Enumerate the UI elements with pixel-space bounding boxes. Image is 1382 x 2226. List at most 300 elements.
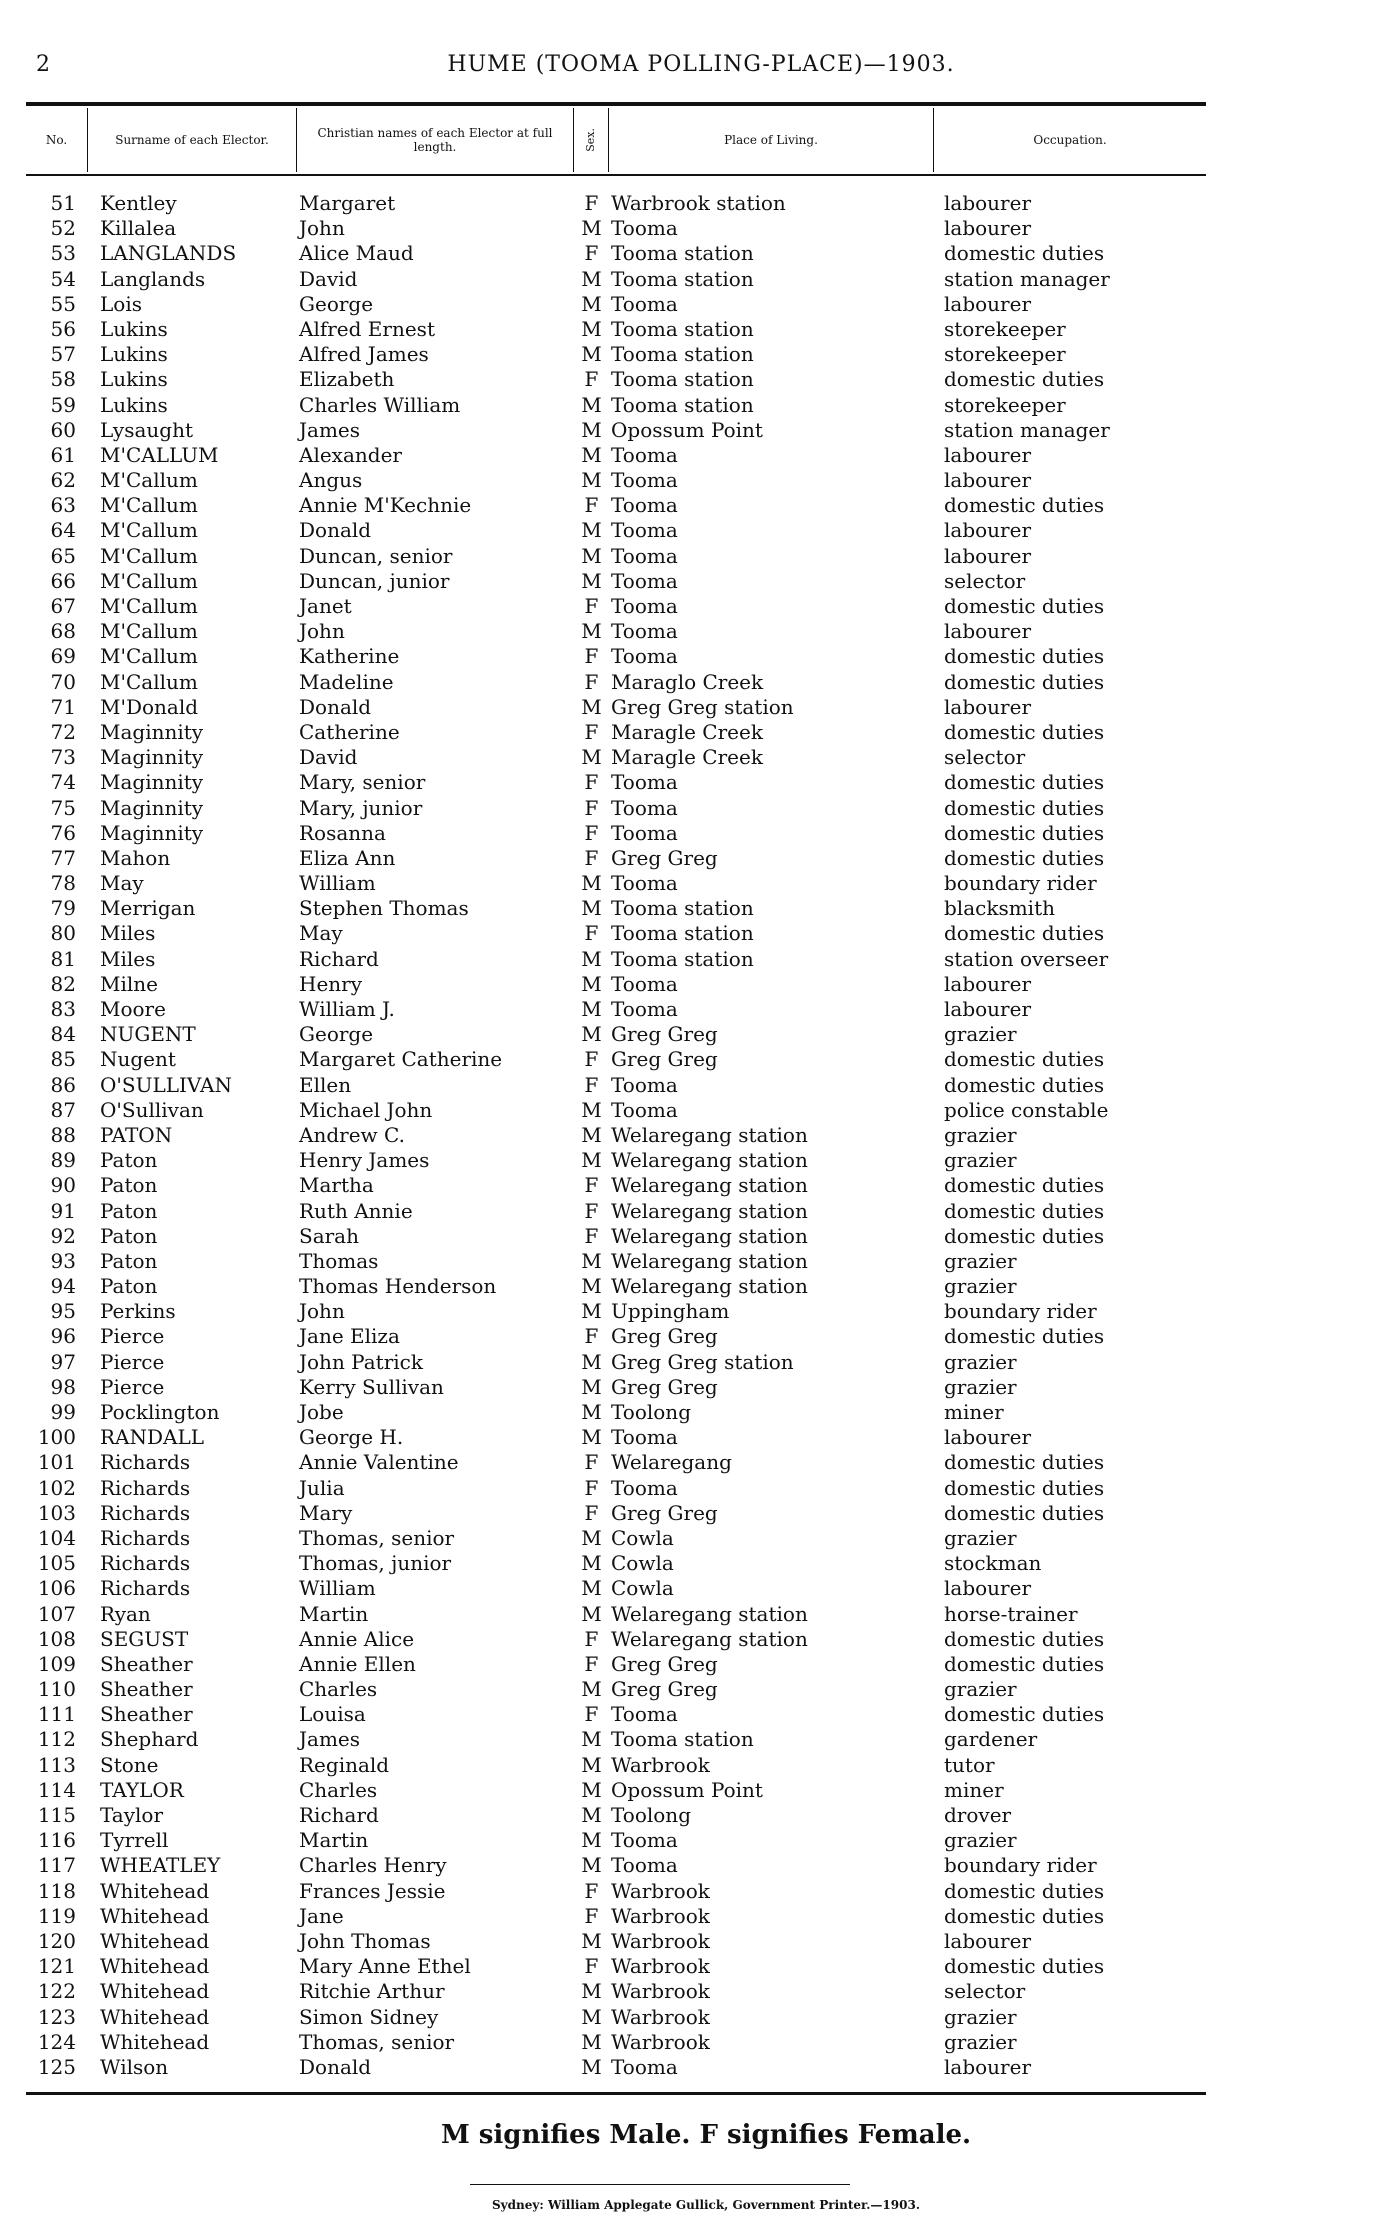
elector-christian-names: Annie Valentine xyxy=(299,1450,459,1475)
elector-number: 107 xyxy=(37,1601,76,1626)
elector-place: Welaregang station xyxy=(611,1248,808,1273)
table-row xyxy=(26,569,1206,594)
elector-christian-names: Mary, junior xyxy=(299,795,423,820)
table-row xyxy=(26,1199,1206,1224)
elector-number: 89 xyxy=(50,1148,76,1173)
elector-christian-names: Alexander xyxy=(299,442,402,467)
elector-surname: Maginnity xyxy=(100,795,204,820)
elector-occupation: gardener xyxy=(944,1727,1038,1752)
elector-christian-names: Simon Sidney xyxy=(299,2004,439,2029)
table-row xyxy=(26,921,1206,946)
elector-place: Tooma xyxy=(611,1853,678,1878)
column-header-no: No. xyxy=(26,108,88,172)
elector-surname: Richards xyxy=(100,1475,191,1500)
elector-occupation: domestic duties xyxy=(944,1223,1105,1248)
elector-christian-names: Alfred Ernest xyxy=(299,316,435,341)
elector-occupation: police constable xyxy=(944,1097,1109,1122)
elector-number: 96 xyxy=(50,1324,76,1349)
elector-occupation: grazier xyxy=(944,1677,1017,1702)
elector-number: 102 xyxy=(37,1475,76,1500)
elector-sex: M xyxy=(581,1349,602,1374)
elector-surname: Whitehead xyxy=(100,1954,210,1979)
elector-christian-names: John xyxy=(299,619,345,644)
elector-surname: TAYLOR xyxy=(100,1777,184,1802)
table-row xyxy=(26,1904,1206,1929)
elector-surname: Taylor xyxy=(100,1803,164,1827)
elector-occupation: domestic duties xyxy=(944,795,1105,820)
elector-sex: M xyxy=(581,1248,602,1273)
table-row xyxy=(26,644,1206,669)
elector-occupation: domestic duties xyxy=(944,820,1105,845)
table-row xyxy=(26,1853,1206,1878)
elector-christian-names: May xyxy=(299,921,343,946)
elector-christian-names: Julia xyxy=(299,1475,345,1500)
elector-occupation: labourer xyxy=(944,518,1032,543)
elector-number: 53 xyxy=(50,241,76,266)
elector-place: Welaregang station xyxy=(611,1148,808,1173)
table-row xyxy=(26,796,1206,821)
elector-occupation: domestic duties xyxy=(944,770,1105,795)
elector-sex: F xyxy=(584,493,599,518)
elector-occupation: domestic duties xyxy=(944,1651,1105,1676)
elector-place: Tooma xyxy=(611,442,678,467)
table-row xyxy=(26,1627,1206,1652)
elector-occupation: domestic duties xyxy=(944,1047,1105,1072)
table-row xyxy=(26,1954,1206,1979)
elector-number: 87 xyxy=(50,1097,76,1122)
elector-surname: Pocklington xyxy=(100,1400,220,1424)
elector-number: 82 xyxy=(50,971,76,996)
table-row xyxy=(26,997,1206,1022)
elector-number: 56 xyxy=(50,316,76,341)
elector-surname: Lois xyxy=(100,291,142,316)
elector-occupation: domestic duties xyxy=(944,1500,1105,1525)
elector-sex: M xyxy=(581,1853,602,1878)
elector-place: Tooma xyxy=(611,1072,678,1097)
elector-place: Tooma station xyxy=(611,896,754,921)
table-row xyxy=(26,1173,1206,1198)
elector-surname: M'Callum xyxy=(100,669,198,694)
elector-place: Opossum Point xyxy=(611,1777,763,1802)
elector-number: 98 xyxy=(50,1374,76,1399)
elector-place: Welaregang station xyxy=(611,1173,808,1198)
elector-occupation: tutor xyxy=(944,1752,995,1777)
elector-surname: NUGENT xyxy=(100,1022,196,1047)
elector-number: 95 xyxy=(50,1299,76,1324)
table-row xyxy=(26,720,1206,745)
elector-number: 65 xyxy=(50,543,76,568)
elector-occupation: grazier xyxy=(944,1374,1017,1399)
elector-place: Tooma xyxy=(611,291,678,316)
table-row xyxy=(26,695,1206,720)
elector-number: 59 xyxy=(50,392,76,417)
elector-place: Tooma xyxy=(611,1475,678,1500)
elector-sex: M xyxy=(581,1928,602,1953)
elector-number: 72 xyxy=(50,719,76,744)
table-row xyxy=(26,2055,1206,2080)
elector-place: Tooma xyxy=(611,493,678,518)
printer-imprint: Sydney: William Applegate Gullick, Government Printer.—1903. xyxy=(491,2198,920,2212)
elector-place: Tooma xyxy=(611,1828,678,1853)
column-header-occupation: Occupation. xyxy=(1033,133,1107,147)
elector-occupation: grazier xyxy=(944,1349,1017,1374)
elector-occupation: boundary rider xyxy=(944,1299,1097,1324)
elector-sex: F xyxy=(584,241,599,266)
elector-place: Greg Greg xyxy=(611,1677,718,1702)
elector-number: 121 xyxy=(37,1954,76,1979)
elector-sex: F xyxy=(584,795,599,820)
elector-surname: Richards xyxy=(100,1551,191,1576)
elector-sex: F xyxy=(584,1500,599,1525)
elector-christian-names: Katherine xyxy=(299,644,400,669)
elector-sex: M xyxy=(581,1425,602,1450)
elector-christian-names: Margaret Catherine xyxy=(299,1047,503,1072)
elector-place: Greg Greg xyxy=(611,1022,718,1047)
elector-number: 57 xyxy=(50,342,76,367)
elector-number: 101 xyxy=(37,1450,76,1475)
elector-number: 94 xyxy=(50,1274,76,1299)
elector-christian-names: Madeline xyxy=(299,669,394,694)
elector-occupation: station manager xyxy=(944,266,1110,291)
elector-surname: Pierce xyxy=(100,1324,165,1349)
elector-number: 51 xyxy=(50,191,76,215)
elector-christian-names: Jane Eliza xyxy=(299,1324,400,1349)
elector-place: Greg Greg xyxy=(611,1324,718,1349)
elector-sex: M xyxy=(581,1752,602,1777)
elector-number: 66 xyxy=(50,568,76,593)
elector-occupation: labourer xyxy=(944,1928,1032,1953)
column-header-christian-names: Christian names of each Elector at full length. xyxy=(297,108,574,172)
table-row xyxy=(26,1501,1206,1526)
elector-place: Tooma xyxy=(611,871,678,896)
elector-christian-names: Martin xyxy=(299,1601,369,1626)
elector-sex: F xyxy=(584,1324,599,1349)
elector-occupation: station overseer xyxy=(944,946,1109,971)
table-row xyxy=(26,1677,1206,1702)
elector-christian-names: Mary, senior xyxy=(299,770,426,795)
elector-number: 60 xyxy=(50,417,76,442)
table-row xyxy=(26,216,1206,241)
elector-number: 85 xyxy=(50,1047,76,1072)
elector-christian-names: Thomas, junior xyxy=(299,1551,452,1576)
elector-christian-names: John xyxy=(299,216,345,241)
elector-christian-names: Charles William xyxy=(299,392,461,417)
table-row xyxy=(26,1148,1206,1173)
elector-surname: M'Callum xyxy=(100,518,198,543)
elector-surname: WHEATLEY xyxy=(100,1853,221,1878)
elector-number: 99 xyxy=(50,1400,76,1424)
elector-surname: Whitehead xyxy=(100,1979,210,2004)
elector-sex: M xyxy=(581,1727,602,1752)
elector-christian-names: Elizabeth xyxy=(299,367,395,392)
elector-number: 79 xyxy=(50,896,76,921)
elector-surname: Richards xyxy=(100,1576,191,1601)
elector-place: Tooma station xyxy=(611,946,754,971)
elector-place: Tooma xyxy=(611,2054,678,2079)
elector-place: Tooma xyxy=(611,543,678,568)
elector-surname: M'CALLUM xyxy=(100,442,219,467)
elector-christian-names: Donald xyxy=(299,518,372,543)
table-row xyxy=(26,972,1206,997)
elector-sex: M xyxy=(581,417,602,442)
elector-surname: Whitehead xyxy=(100,1903,210,1928)
elector-surname: Lukins xyxy=(100,392,168,417)
elector-place: Warbrook xyxy=(611,1752,710,1777)
table-row xyxy=(26,871,1206,896)
elector-occupation: storekeeper xyxy=(944,342,1066,367)
elector-surname: Sheather xyxy=(100,1677,193,1702)
elector-sex: F xyxy=(584,1450,599,1475)
table-row xyxy=(26,2030,1206,2055)
header-bottom-rule xyxy=(26,174,1206,176)
elector-number: 117 xyxy=(37,1853,76,1878)
elector-sex: M xyxy=(581,1299,602,1324)
elector-occupation: labourer xyxy=(944,216,1032,241)
elector-occupation: horse-trainer xyxy=(944,1601,1078,1626)
elector-sex: M xyxy=(581,694,602,719)
elector-place: Opossum Point xyxy=(611,417,763,442)
elector-surname: Lukins xyxy=(100,316,168,341)
table-row xyxy=(26,670,1206,695)
elector-place: Welaregang station xyxy=(611,1198,808,1223)
elector-number: 116 xyxy=(37,1828,76,1853)
elector-surname: Maginnity xyxy=(100,770,204,795)
elector-christian-names: Charles xyxy=(299,1777,378,1802)
table-row xyxy=(26,493,1206,518)
elector-sex: M xyxy=(581,1828,602,1853)
elector-occupation: grazier xyxy=(944,2004,1017,2029)
elector-place: Toolong xyxy=(611,1400,691,1424)
elector-occupation: selector xyxy=(944,1979,1026,2004)
table-row xyxy=(26,1400,1206,1425)
table-row xyxy=(26,191,1206,216)
elector-occupation: blacksmith xyxy=(944,896,1055,921)
elector-christian-names: Frances Jessie xyxy=(299,1878,446,1903)
elector-christian-names: George xyxy=(299,1022,374,1047)
elector-christian-names: Margaret xyxy=(299,191,396,215)
elector-occupation: station manager xyxy=(944,417,1110,442)
elector-christian-names: Annie Alice xyxy=(299,1626,415,1651)
table-row xyxy=(26,896,1206,921)
elector-surname: Paton xyxy=(100,1198,158,1223)
elector-sex: M xyxy=(581,1576,602,1601)
table-row xyxy=(26,1828,1206,1853)
elector-place: Uppingham xyxy=(611,1299,730,1324)
elector-sex: M xyxy=(581,1097,602,1122)
elector-surname: Mahon xyxy=(100,845,171,870)
elector-sex: F xyxy=(584,1702,599,1727)
elector-number: 105 xyxy=(37,1551,76,1576)
elector-surname: Stone xyxy=(100,1752,159,1777)
table-row xyxy=(26,1022,1206,1047)
elector-sex: F xyxy=(584,1223,599,1248)
elector-christian-names: Duncan, senior xyxy=(299,543,453,568)
elector-occupation: domestic duties xyxy=(944,1903,1105,1928)
elector-christian-names: John Thomas xyxy=(299,1928,431,1953)
elector-occupation: labourer xyxy=(944,619,1032,644)
elector-occupation: labourer xyxy=(944,2054,1032,2079)
elector-place: Warbrook xyxy=(611,1928,710,1953)
column-headers xyxy=(26,108,1206,172)
table-row xyxy=(26,267,1206,292)
table-row xyxy=(26,342,1206,367)
table-row xyxy=(26,1450,1206,1475)
elector-place: Maragle Creek xyxy=(611,719,763,744)
elector-place: Greg Greg xyxy=(611,1047,718,1072)
elector-place: Tooma xyxy=(611,770,678,795)
elector-place: Warbrook xyxy=(611,1903,710,1928)
elector-place: Tooma xyxy=(611,971,678,996)
elector-surname: May xyxy=(100,871,144,896)
elector-occupation: labourer xyxy=(944,971,1032,996)
table-row xyxy=(26,1476,1206,1501)
elector-number: 71 xyxy=(50,694,76,719)
elector-surname: M'Callum xyxy=(100,543,198,568)
table-row xyxy=(26,1073,1206,1098)
elector-number: 119 xyxy=(37,1903,76,1928)
elector-sex: M xyxy=(581,1148,602,1173)
elector-christian-names: Ritchie Arthur xyxy=(299,1979,445,2004)
elector-christian-names: Michael John xyxy=(299,1097,433,1122)
elector-occupation: miner xyxy=(944,1777,1004,1802)
table-row xyxy=(26,846,1206,871)
elector-occupation: domestic duties xyxy=(944,493,1105,518)
elector-surname: M'Callum xyxy=(100,468,198,493)
table-row xyxy=(26,2005,1206,2030)
elector-place: Tooma station xyxy=(611,367,754,392)
elector-surname: Milne xyxy=(100,971,158,996)
elector-surname: Paton xyxy=(100,1223,158,1248)
elector-place: Welaregang station xyxy=(611,1122,808,1147)
table-row xyxy=(26,1249,1206,1274)
elector-place: Tooma xyxy=(611,820,678,845)
elector-sex: M xyxy=(581,896,602,921)
elector-occupation: domestic duties xyxy=(944,1475,1105,1500)
elector-sex: F xyxy=(584,644,599,669)
elector-number: 114 xyxy=(37,1777,76,1802)
elector-christian-names: Catherine xyxy=(299,719,400,744)
elector-surname: Richards xyxy=(100,1450,191,1475)
elector-surname: Sheather xyxy=(100,1651,193,1676)
elector-christian-names: Alfred James xyxy=(299,342,429,367)
elector-place: Welaregang station xyxy=(611,1601,808,1626)
elector-number: 92 xyxy=(50,1223,76,1248)
elector-sex: M xyxy=(581,1022,602,1047)
elector-place: Tooma station xyxy=(611,1727,754,1752)
elector-surname: Sheather xyxy=(100,1702,193,1727)
elector-surname: Nugent xyxy=(100,1047,176,1072)
elector-sex: M xyxy=(581,342,602,367)
elector-christian-names: Charles Henry xyxy=(299,1853,447,1878)
elector-christian-names: Jane xyxy=(299,1903,344,1928)
elector-surname: Maginnity xyxy=(100,820,204,845)
elector-place: Tooma xyxy=(611,997,678,1021)
table-row xyxy=(26,292,1206,317)
imprint-rule xyxy=(470,2184,850,2185)
elector-surname: Tyrrell xyxy=(100,1828,169,1853)
elector-number: 64 xyxy=(50,518,76,543)
elector-place: Warbrook xyxy=(611,2004,710,2029)
elector-sex: F xyxy=(584,367,599,392)
elector-number: 68 xyxy=(50,619,76,644)
elector-surname: LANGLANDS xyxy=(100,241,237,266)
elector-sex: F xyxy=(584,669,599,694)
table-row xyxy=(26,745,1206,770)
elector-place: Greg Greg xyxy=(611,845,718,870)
elector-sex: M xyxy=(581,1601,602,1626)
elector-christian-names: William xyxy=(299,1576,376,1601)
elector-sex: M xyxy=(581,971,602,996)
table-row xyxy=(26,241,1206,266)
elector-christian-names: Donald xyxy=(299,2054,372,2079)
elector-occupation: domestic duties xyxy=(944,1072,1105,1097)
elector-sex: M xyxy=(581,1777,602,1802)
elector-sex: M xyxy=(581,1551,602,1576)
sex-legend: M signifies Male. F signifies Female. xyxy=(440,2120,972,2150)
elector-number: 104 xyxy=(37,1525,76,1550)
elector-surname: Whitehead xyxy=(100,2029,210,2054)
page-number: 2 xyxy=(36,52,50,77)
elector-occupation: grazier xyxy=(944,2029,1017,2054)
elector-sex: M xyxy=(581,871,602,896)
table-row xyxy=(26,1526,1206,1551)
elector-sex: M xyxy=(581,946,602,971)
elector-surname: Paton xyxy=(100,1274,158,1299)
elector-christian-names: Eliza Ann xyxy=(299,845,396,870)
elector-occupation: storekeeper xyxy=(944,392,1066,417)
elector-place: Tooma station xyxy=(611,316,754,341)
elector-occupation: stockman xyxy=(944,1551,1042,1576)
elector-sex: M xyxy=(581,442,602,467)
elector-christian-names: George H. xyxy=(299,1425,404,1450)
elector-christian-names: Henry xyxy=(299,971,363,996)
elector-place: Greg Greg xyxy=(611,1374,718,1399)
elector-christian-names: Henry James xyxy=(299,1148,430,1173)
elector-place: Maragle Creek xyxy=(611,745,763,770)
elector-occupation: storekeeper xyxy=(944,316,1066,341)
elector-surname: Moore xyxy=(100,997,166,1021)
elector-occupation: labourer xyxy=(944,291,1032,316)
elector-number: 111 xyxy=(37,1702,76,1727)
elector-sex: F xyxy=(584,191,599,215)
elector-christian-names: Thomas xyxy=(299,1248,379,1273)
elector-number: 125 xyxy=(37,2054,76,2079)
elector-occupation: domestic duties xyxy=(944,845,1105,870)
elector-sex: F xyxy=(584,594,599,618)
elector-christian-names: Ruth Annie xyxy=(299,1198,413,1223)
elector-sex: F xyxy=(584,1072,599,1097)
elector-place: Greg Greg xyxy=(611,1651,718,1676)
elector-surname: Lukins xyxy=(100,342,168,367)
elector-number: 80 xyxy=(50,921,76,946)
table-row xyxy=(26,468,1206,493)
elector-number: 62 xyxy=(50,468,76,493)
elector-number: 74 xyxy=(50,770,76,795)
elector-sex: M xyxy=(581,2054,602,2079)
elector-sex: M xyxy=(581,266,602,291)
elector-number: 110 xyxy=(37,1677,76,1702)
elector-place: Warbrook xyxy=(611,2029,710,2054)
elector-christian-names: Kerry Sullivan xyxy=(299,1374,444,1399)
column-header-surname: Surname of each Elector. xyxy=(88,108,297,172)
column-header-sex-label: Sex. xyxy=(584,128,597,152)
elector-christian-names: Sarah xyxy=(299,1223,359,1248)
elector-occupation: domestic duties xyxy=(944,1954,1105,1979)
elector-sex: F xyxy=(584,820,599,845)
elector-place: Cowla xyxy=(611,1525,674,1550)
elector-christian-names: Martha xyxy=(299,1173,374,1198)
elector-surname: Richards xyxy=(100,1525,191,1550)
